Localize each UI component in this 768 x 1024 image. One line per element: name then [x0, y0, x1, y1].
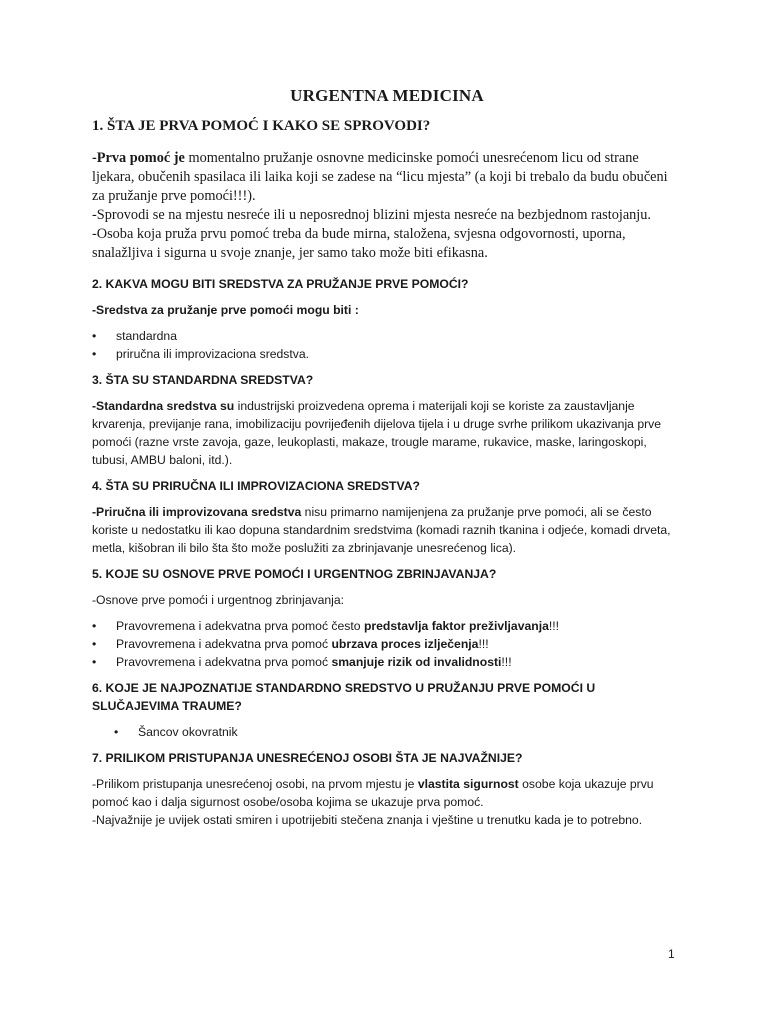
section-q5 [92, 565, 682, 671]
list-item: • standardna [92, 329, 177, 343]
q2-list [92, 327, 682, 363]
q2-intro: -Sredstva za pružanje prve pomoći mogu biti : [92, 303, 359, 317]
list-item: • Šancov okovratnik [114, 725, 238, 739]
question-5-heading: 5. KOJE SU OSNOVE PRVE POMOĆI I URGENTNOG ZBRINJAVANJA? [92, 567, 497, 581]
list-item: • Pravovremena i adekvatna prva pomoć često predstavlja faktor preživljavanja!!! [92, 619, 560, 633]
q1-paragraph-1 [92, 149, 682, 206]
section-q7 [92, 749, 682, 829]
q1-definition: momentalno pružanje osnovne medicinske pomoći unesrećenom licu od strane ljekara, obučenih spasilaca ili laika koji se zadese na “licu mjesta” (a koji bi trebalo da budu obučeni za pružanje prve pomoći!!!). [92, 150, 668, 204]
q4-paragraph [92, 503, 682, 557]
q3-paragraph [92, 397, 682, 469]
question-4-heading: 4. ŠTA SU PRIRUČNA ILI IMPROVIZACIONA SREDSTVA? [92, 479, 420, 493]
section-q6 [92, 679, 682, 741]
bullet-icon: • [114, 725, 119, 739]
q5-list [92, 617, 682, 671]
q7-paragraph-1: -Prilikom pristupanja unesrećenoj osobi, na prvom mjestu je vlastita sigurnost osobe koja ukazuje prvu pomoć kao i dalja sigurnost osobe/osoba kojima se ukazuje prva pomoć. [92, 777, 654, 809]
page-number: 1 [668, 947, 675, 961]
question-1-heading: 1. ŠTA JE PRVA POMOĆ I KAKO SE SPROVODI? [92, 118, 431, 134]
q7-paragraph-2: -Najvažnije je uvijek ostati smiren i upotrijebiti stečena znanja i vještine u trenutku kada je to potrebno. [92, 813, 643, 827]
q7-emphasis: vlastita sigurnost [417, 777, 519, 791]
list-item: • Pravovremena i adekvatna prva pomoć smanjuje rizik od invalidnosti!!! [92, 655, 512, 669]
q3-definition: industrijski proizvedena oprema i materijali koji se koriste za zaustavljanje krvarenja, previjanje rana, imobilizaciju povrijeđenih dijelova tijela i u druge svrhe prilikom ukazivanja prve pomoći (razne vrste zavoja, gaze, leukoplasti, makaze, trougle marame, rukavice, maske, laringoskopi, tubusi, AMBU baloni, itd.). [92, 399, 662, 467]
q3-term: -Standardna sredstva su [92, 399, 235, 413]
question-3-heading: 3. ŠTA SU STANDARDNA SREDSTVA? [92, 373, 314, 387]
document-title: URGENTNA MEDICINA [290, 86, 484, 105]
bullet-icon: • [92, 329, 97, 343]
q1-paragraph-3: -Osoba koja pruža prvu pomoć treba da bude mirna, staložena, svjesna odgovornosti, uporna, snalažljiva i sigurna u svoje znanje, jer samo tako može biti efikasna. [92, 226, 626, 261]
question-7-heading: 7. PRILIKOM PRISTUPANJA UNESREĆENOJ OSOBI ŠTA JE NAJVAŽNIJE? [92, 751, 523, 765]
q4-term: -Priručna ili improvizovana sredstva [92, 505, 302, 519]
list-item: • priručna ili improvizaciona sredstva. [92, 347, 310, 361]
q5-intro: -Osnove prve pomoći i urgentnog zbrinjavanja: [92, 593, 345, 607]
section-q4 [92, 477, 682, 557]
bullet-icon: • [92, 655, 97, 669]
question-2-heading: 2. KAKVA MOGU BITI SREDSTVA ZA PRUŽANJE PRVE POMOĆI? [92, 277, 469, 291]
list-item: • Pravovremena i adekvatna prva pomoć ubrzava proces izlječenja!!! [92, 637, 489, 651]
document-page [92, 86, 682, 837]
section-q1 [92, 118, 682, 263]
bullet-icon: • [92, 619, 97, 633]
q1-term: -Prva pomoć je [92, 150, 185, 166]
section-q3 [92, 371, 682, 469]
section-q2 [92, 275, 682, 363]
bullet-icon: • [92, 347, 97, 361]
q4-definition: nisu primarno namijenjena za pružanje prve pomoći, ali se često koriste u nedostatku ili kao dopuna standardnim sredstvima (komadi raznih tkanina i odjeće, komadi drveta, metla, kišobran ili bilo šta što može poslužiti za zbrinjavanje unesrećenog lica). [92, 505, 671, 555]
question-6-heading: 6. KOJE JE NAJPOZNATIJE STANDARDNO SREDSTVO U PRUŽANJU PRVE POMOĆI U SLUČAJEVIMA TRAUME? [92, 681, 596, 713]
bullet-icon: • [92, 637, 97, 651]
q6-list [92, 723, 682, 741]
q1-paragraph-2: -Sprovodi se na mjestu nesreće ili u neposrednoj blizini mjesta nesreće na bezbjednom rastojanju. [92, 207, 652, 223]
